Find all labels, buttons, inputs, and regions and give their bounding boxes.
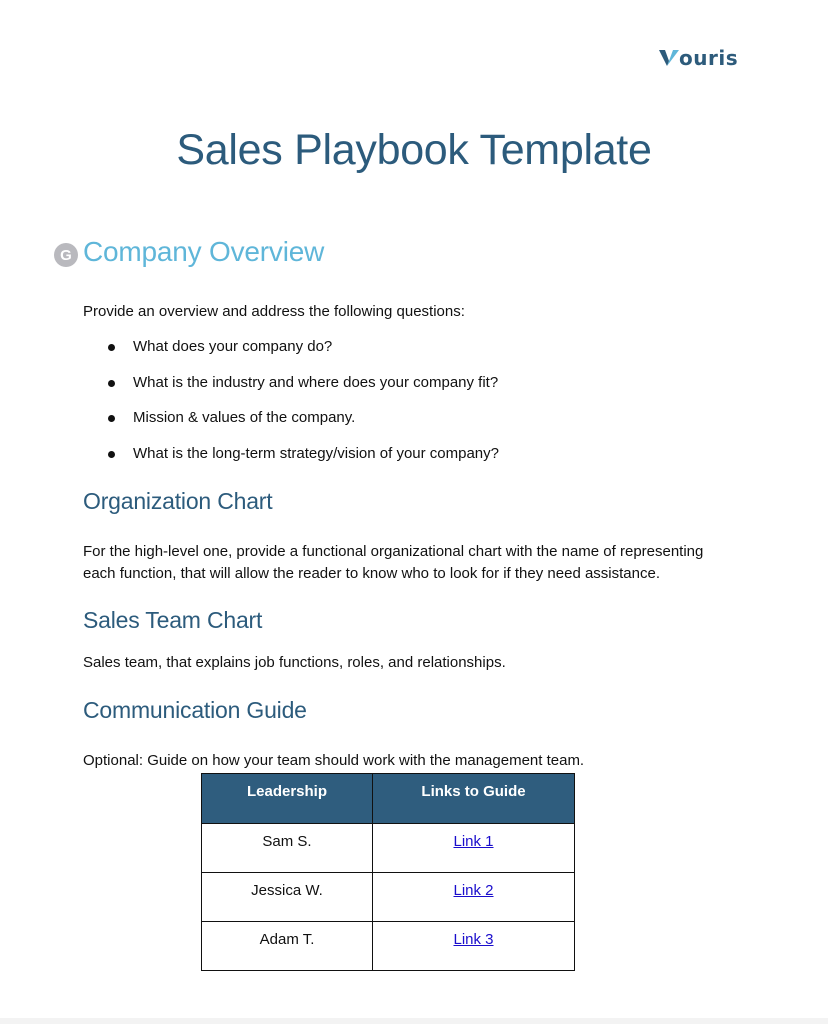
communication-guide-heading: Communication Guide	[83, 697, 307, 723]
column-header-links: Links to Guide	[373, 774, 575, 824]
sales-team-chart-text: Sales team, that explains job functions, roles, and relationships.	[83, 654, 506, 671]
organization-chart-text: For the high-level one, provide a functional organizational chart with the name of representing each function, that will allow the reader to know who to look for if they need assistance.	[83, 543, 704, 582]
guide-link-3[interactable]: Link 3	[453, 931, 494, 948]
table-row	[202, 824, 575, 873]
leader-cell: Jessica W.	[202, 873, 373, 922]
vouris-logo	[658, 44, 738, 72]
company-overview-heading: Company Overview	[83, 236, 325, 267]
list-item-text: What does your company do?	[133, 338, 333, 355]
company-overview-intro: Provide an overview and address the following questions:	[83, 303, 465, 320]
link-cell	[373, 824, 575, 873]
sales-team-chart-heading: Sales Team Chart	[83, 607, 263, 633]
list-item-text: What is the long-term strategy/vision of your company?	[133, 445, 499, 463]
bullet-icon	[108, 451, 115, 458]
link-cell	[373, 873, 575, 922]
table-row	[202, 922, 575, 971]
document-title: Sales Playbook Template	[176, 126, 652, 174]
bullet-icon	[108, 344, 115, 351]
list-item	[106, 444, 499, 480]
list-item-text: What is the industry and where does your company fit?	[133, 373, 499, 391]
list-item-text: Mission & values of the company.	[133, 409, 356, 427]
logo-text: ouris	[679, 46, 739, 70]
table-row	[202, 873, 575, 922]
communication-guide-text: Optional: Guide on how your team should work with the management team.	[83, 752, 585, 769]
column-header-leadership: Leadership	[202, 774, 373, 824]
company-overview-heading-row	[54, 236, 324, 268]
leader-cell: Adam T.	[202, 922, 373, 971]
v-logo-mark-icon	[658, 47, 680, 69]
page-bottom-edge	[0, 1018, 828, 1024]
leader-cell: Sam S.	[202, 824, 373, 873]
grammarly-letter: G	[60, 246, 72, 264]
link-cell	[373, 922, 575, 971]
guide-link-1[interactable]: Link 1	[453, 833, 494, 850]
company-overview-bullet-list	[106, 337, 499, 480]
leadership-guide-table	[201, 773, 575, 971]
table-header-row	[202, 774, 575, 824]
list-item	[106, 373, 499, 409]
bullet-icon	[108, 380, 115, 387]
guide-link-2[interactable]: Link 2	[453, 882, 494, 899]
grammarly-g-icon[interactable]	[54, 243, 78, 267]
organization-chart-heading: Organization Chart	[83, 488, 273, 514]
bullet-icon	[108, 415, 115, 422]
list-item	[106, 408, 499, 444]
list-item	[106, 337, 499, 373]
